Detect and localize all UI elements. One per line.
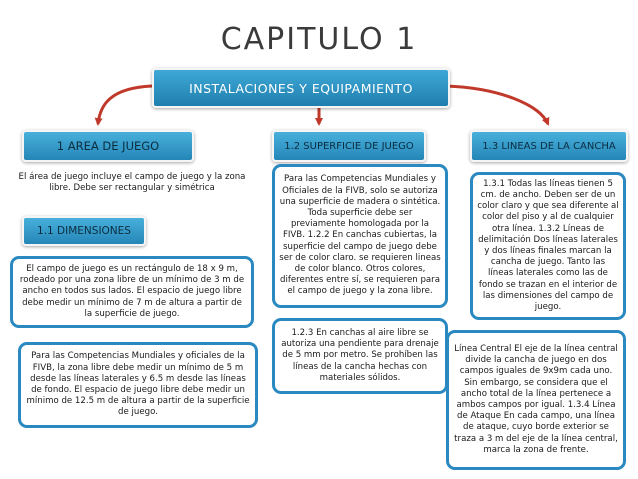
- arrow-to-area-de-juego: [98, 86, 152, 124]
- header-area-de-juego: 1 AREA DE JUEGO: [22, 130, 194, 162]
- dimensiones-text: El campo de juego es un rectángulo de 18 x 9 m, rodeado por una zona libre de un mínimo de 3 m de ancho en todos sus lados. El espacio de juego libre debe medir un mínimo de 7 m de altura a partir de la superficie de juego.: [19, 263, 245, 319]
- lineas-text: 1.3.1 Todas las líneas tienen 5 cm. de ancho. Deben ser de un color claro y que sea diferente al color del piso y al de cualquier otra línea. 1.3.2 Líneas de delimitación Dos líneas laterales y dos líneas finales marcan la cancha de juego. Tanto las líneas laterales como las de fondo se trazan en el interior de las dimensiones del campo de juego.: [477, 178, 619, 313]
- superficie-box: [272, 164, 448, 308]
- header-lineas-de-la-cancha: 1.3 LINEAS DE LA CANCHA: [470, 130, 628, 162]
- header-dimensiones: 1.1 DIMENSIONES: [22, 216, 146, 246]
- area-de-juego-intro-text: El área de juego incluye el campo de juego y la zona libre. Debe ser rectangular y simétrica: [18, 171, 246, 193]
- fivb-zona-libre-text: Para las Competencias Mundiales y oficiales de la FIVB, la zona libre debe medir un mínimo de 5 m desde las líneas laterales y 6.5 m desde las líneas de fondo. El espacio de juego libre debe medir un mínimo de 12.5 m de altura a partir de la superficie de juego.: [26, 351, 250, 418]
- lineas-box: [470, 172, 626, 320]
- linea-central-text: Línea Central El eje de la línea central divide la cancha de juego en dos campos iguales de 9x9m cada uno. Sin embargo, se considera que el ancho total de la línea pertenece a ambos campos por igual. 1.3.4 Línea de Ataque En cada campo, una línea de ataque, cuyo borde exterior se traza a 3 m del eje de la línea central, marca la zona de frente.: [454, 343, 618, 455]
- area-de-juego-intro: [10, 166, 254, 200]
- arrow-to-lineas: [446, 86, 548, 124]
- superficie-text: Para las Competencias Mundiales y Oficiales de la FIVB, solo se autoriza una superficie de madera o sintética. Toda superficie debe ser previamente homologada por la FIVB. 1.2.2 En canchas cubiertas, la superficie del campo de juego debe ser de color claro. se requieren lineas de color blanco. Otros colores, diferentes entre sí, se requieren para el campo de juego y la zona libre.: [279, 174, 441, 297]
- page-title: CAPITULO 1: [220, 22, 418, 57]
- dimensiones-box: [10, 256, 254, 328]
- fivb-zona-libre-box: [18, 342, 258, 428]
- aire-libre-box: [272, 318, 448, 394]
- header-superficie-de-juego: 1.2 SUPERFICIE DE JUEGO: [272, 130, 426, 162]
- linea-central-box: [446, 330, 626, 470]
- aire-libre-text: 1.2.3 En canchas al aire libre se autoriza una pendiente para drenaje de 5 mm por metro. Se prohíben las líneas de la cancha hechas con materiales sólidos.: [281, 327, 439, 383]
- main-topic-banner: INSTALACIONES Y EQUIPAMIENTO: [152, 68, 450, 108]
